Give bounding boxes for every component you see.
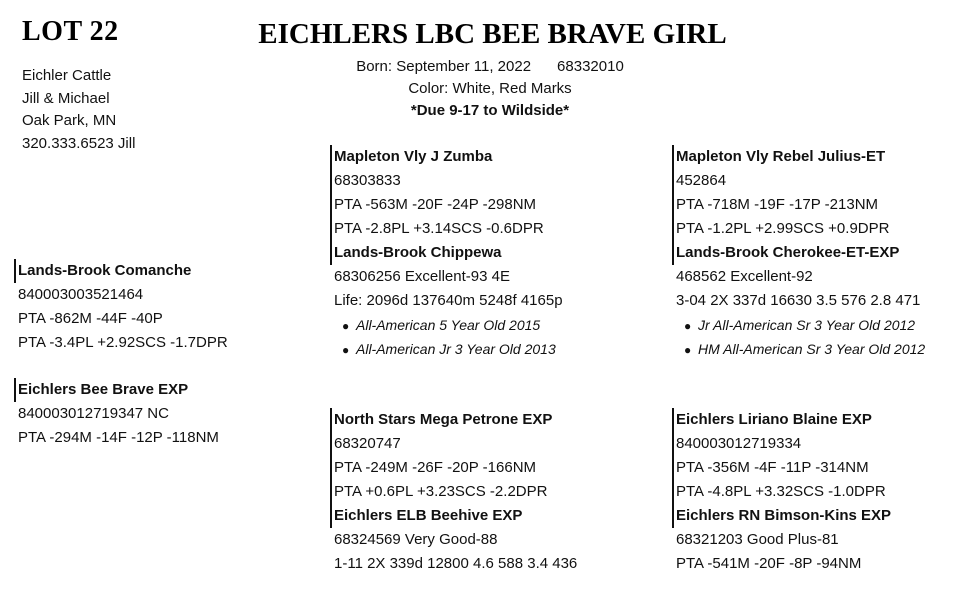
- sire-sire-sire-block: [672, 145, 925, 361]
- breeder-info: [22, 65, 135, 155]
- dam-block: [14, 378, 219, 450]
- sire-sire-sire-dam-name: Lands-Brook Cherokee-ET-EXP: [676, 244, 900, 261]
- sire-sire-sire-reg: 452864: [676, 172, 727, 189]
- dam-sire-pta-production: PTA -249M -26F -20P -166NM: [334, 459, 537, 476]
- dam-pta: PTA -294M -14F -12P -118NM: [18, 429, 219, 446]
- born-date: Born: September 11, 2022: [356, 58, 532, 75]
- bullet-icon: ●: [684, 343, 692, 357]
- dam-dam-sire-pta-health: PTA -4.8PL +3.32SCS -1.0DPR: [676, 483, 886, 500]
- dam-sire-block: [330, 408, 577, 576]
- due-date: *Due 9-17 to Wildside*: [410, 102, 570, 119]
- dam-dam-sire-section: [672, 408, 891, 528]
- sire-sire-sire-name: Mapleton Vly Rebel Julius-ET: [676, 148, 886, 165]
- dam-sire-pta-health: PTA +0.6PL +3.23SCS -2.2DPR: [334, 483, 548, 500]
- sire-sire-sire-pta-health: PTA -1.2PL +2.99SCS +0.9DPR: [676, 220, 890, 237]
- dam-dam-dam-pta: PTA -541M -20F -8P -94NM: [676, 555, 862, 572]
- award-item: ● Jr All-American Sr 3 Year Old 2012: [676, 313, 925, 337]
- sire-sire-dam-name: Lands-Brook Chippewa: [334, 244, 502, 261]
- breeder-location: Oak Park, MN: [22, 112, 117, 129]
- dam-dam-sire-pta-production: PTA -356M -4F -11P -314NM: [676, 459, 869, 476]
- dam-sire-reg: 68320747: [334, 435, 401, 452]
- registration-number: 68332010: [557, 58, 624, 75]
- sire-sire-dam-awards: [334, 313, 563, 361]
- color-line: Color: White, Red Marks: [408, 80, 572, 97]
- dam-name: Eichlers Bee Brave EXP: [14, 378, 219, 402]
- sire-reg: 840003003521464: [18, 286, 144, 303]
- dam-reg: 840003012719347 NC: [18, 405, 169, 422]
- bullet-icon: ●: [684, 319, 692, 333]
- award-item: ● All-American 5 Year Old 2015: [334, 313, 563, 337]
- dam-dam-name: Eichlers ELB Beehive EXP: [334, 507, 523, 524]
- lot-number: LOT 22: [22, 16, 119, 47]
- dam-dam-sire-name: Eichlers Liriano Blaine EXP: [676, 411, 872, 428]
- sire-sire-name: Mapleton Vly J Zumba: [334, 148, 493, 165]
- breeder-owners: Jill & Michael: [22, 89, 110, 107]
- bullet-icon: ●: [342, 319, 350, 333]
- award-item: ● HM All-American Sr 3 Year Old 2012: [676, 337, 925, 361]
- sire-pta-production: PTA -862M -44F -40P: [18, 310, 163, 327]
- sire-sire-block: [330, 145, 563, 361]
- award-item: ● All-American Jr 3 Year Old 2013: [334, 337, 563, 361]
- dam-dam-dam-name: Eichlers RN Bimson-Kins EXP: [676, 507, 892, 524]
- sire-sire-pta-health: PTA -2.8PL +3.14SCS -0.6DPR: [334, 220, 544, 237]
- dam-dam-record: 1-11 2X 339d 12800 4.6 588 3.4 436: [334, 555, 578, 572]
- sire-pta-health: PTA -3.4PL +2.92SCS -1.7DPR: [18, 334, 228, 351]
- sire-sire-sire-pta-production: PTA -718M -19F -17P -213NM: [676, 196, 879, 213]
- dam-dam-sire-block: [672, 408, 891, 576]
- breeder-phone: 320.333.6523 Jill: [22, 134, 136, 152]
- born-line: [340, 56, 640, 78]
- dam-sire-name: North Stars Mega Petrone EXP: [334, 411, 553, 428]
- sire-sire-sire-dam-reg: 468562 Excellent-92: [676, 268, 813, 285]
- sire-sire-sire-section: [672, 145, 925, 265]
- sire-block: [14, 259, 228, 355]
- sire-name: Lands-Brook Comanche: [14, 259, 228, 283]
- dam-dam-dam-reg: 68321203 Good Plus-81: [676, 531, 839, 548]
- sire-sire-section: [330, 145, 563, 265]
- sire-sire-reg: 68303833: [334, 172, 401, 189]
- sire-sire-pta-production: PTA -563M -20F -24P -298NM: [334, 196, 537, 213]
- sire-sire-dam-reg: 68306256 Excellent-93 4E: [334, 268, 510, 285]
- dam-dam-sire-reg: 840003012719334: [676, 435, 802, 452]
- animal-details: [340, 56, 640, 122]
- sire-sire-sire-dam-record: 3-04 2X 337d 16630 3.5 576 2.8 471: [676, 292, 921, 309]
- animal-name: EICHLERS LBC BEE BRAVE GIRL: [258, 18, 727, 50]
- sire-sire-sire-dam-awards: [676, 313, 925, 361]
- breeder-name: Eichler Cattle: [22, 67, 112, 84]
- dam-sire-section: [330, 408, 577, 528]
- dam-dam-reg: 68324569 Very Good-88: [334, 531, 498, 548]
- sire-sire-dam-record: Life: 2096d 137640m 5248f 4165p: [334, 292, 563, 309]
- bullet-icon: ●: [342, 343, 350, 357]
